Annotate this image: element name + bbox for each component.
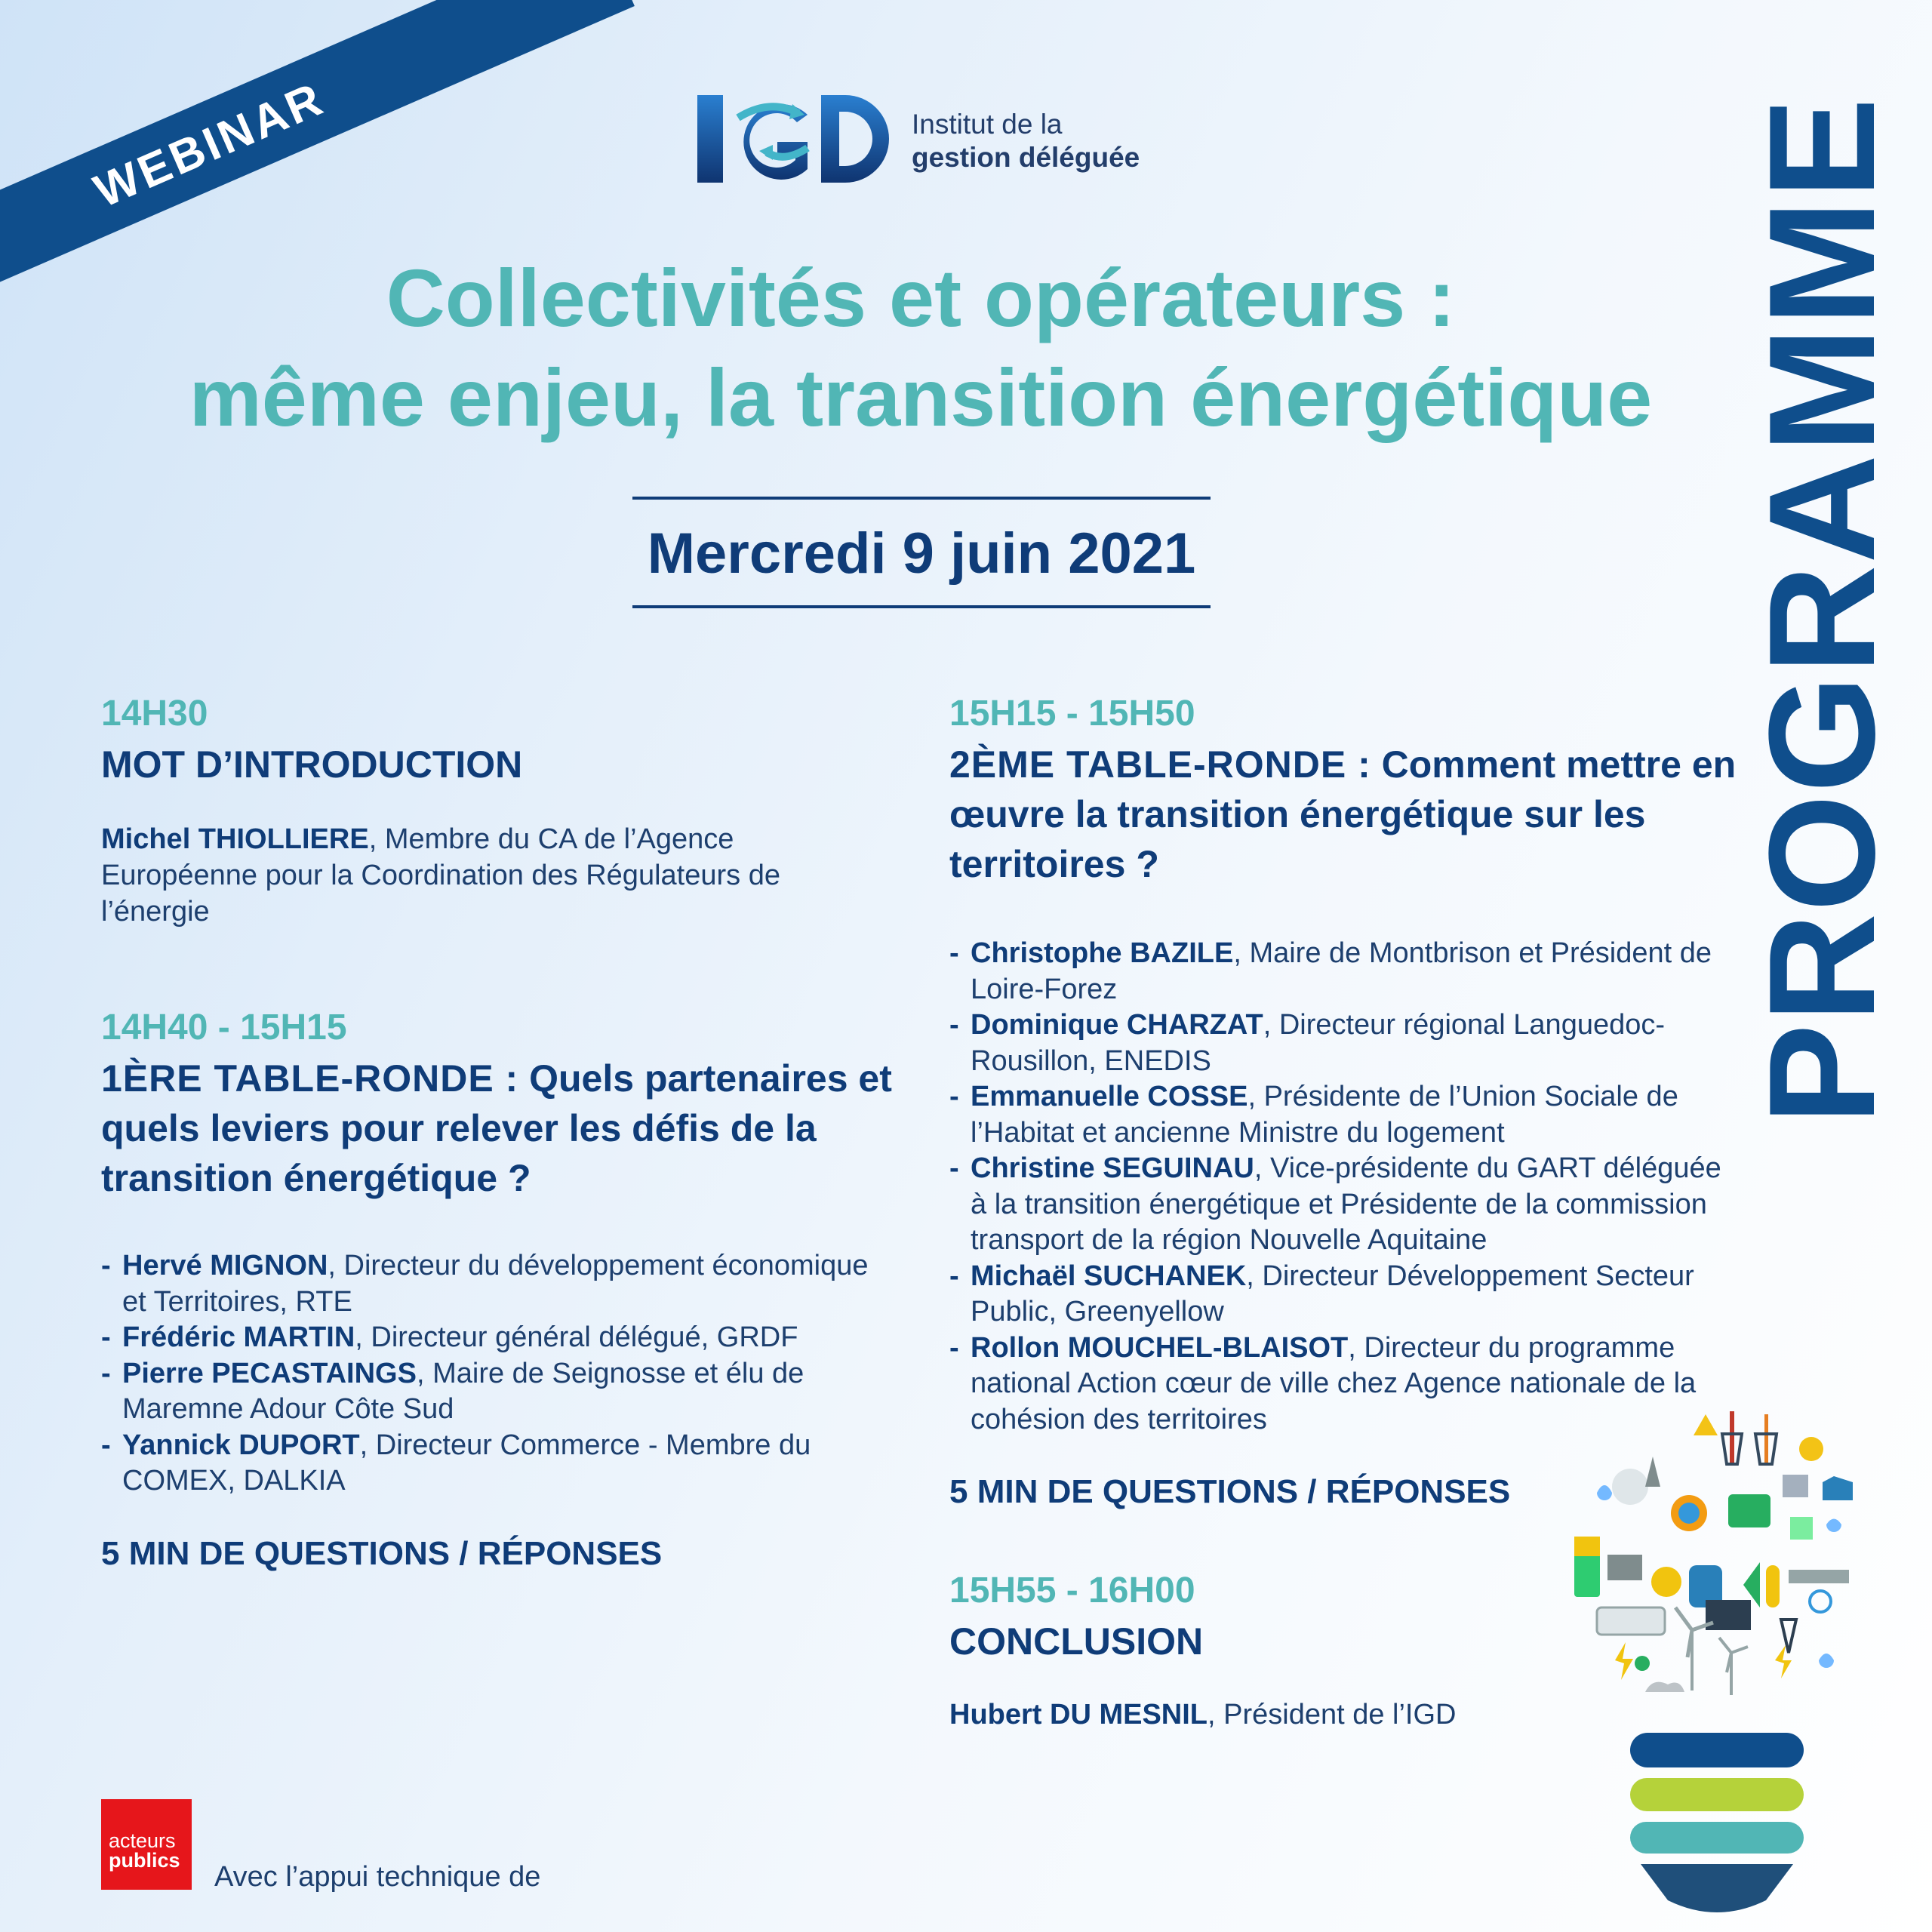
intro-speaker-role: , Membre du CA de l’Agence Européenne pour la Coordination des Régulateurs de l’énergie [101, 823, 780, 928]
table2-heading-label: 2ÈME TABLE-RONDE : [949, 743, 1371, 786]
conclusion-heading: CONCLUSION [949, 1620, 1204, 1663]
table1-heading-text: Quels partenaires et quels leviers pour relever les défis de la transition énergétique ? [101, 1057, 892, 1199]
corn-icon [1766, 1565, 1780, 1607]
energy-lightbulb-illustration [1562, 1404, 1879, 1924]
drill-tower-icon [1764, 1414, 1768, 1464]
conclusion-speaker-role: , Président de l’IGD [1208, 1699, 1457, 1730]
power-tower-icon [1781, 1620, 1796, 1653]
table2-heading-text: Comment mettre en œuvre la transition énergétique sur les territoires ? [949, 743, 1737, 885]
intro-speaker-name: Michel THIOLLIERE [101, 823, 369, 855]
power-plant-icon [1607, 1555, 1642, 1580]
event-date: Mercredi 9 juin 2021 [647, 521, 1196, 586]
table1-qa: 5 MIN DE QUESTIONS / RÉPONSES [101, 1535, 663, 1572]
air-conditioner-icon [1597, 1607, 1665, 1635]
igd-logo-mark [694, 85, 898, 190]
table1-heading [101, 1054, 901, 1203]
warning-icon [1694, 1414, 1718, 1435]
cfl-bulb-icon [1612, 1469, 1648, 1505]
logo-line-2: gestion déléguée [912, 142, 1140, 173]
lightning-icon [1615, 1642, 1633, 1680]
factory-icon [1823, 1476, 1853, 1500]
conclusion-speaker-name: Hubert DU MESNIL [949, 1699, 1208, 1730]
table2-qa: 5 MIN DE QUESTIONS / RÉPONSES [949, 1473, 1511, 1510]
table1-speaker-list [101, 1248, 886, 1500]
list-item: - Emmanuelle COSSE, Présidente de l’Union Sociale de l’Habitat et ancienne Ministre du logement [949, 1079, 1734, 1151]
pylon-icon [1645, 1457, 1660, 1487]
table1-heading-label: 1ÈRE TABLE-RONDE : [101, 1057, 519, 1100]
oil-rig-icon [1730, 1411, 1734, 1464]
leaf-icon [1635, 1656, 1650, 1671]
bulb-band-teal [1630, 1822, 1804, 1854]
list-item: - Rollon MOUCHEL-BLAISOT, Directeur du programme national Action cœur de ville chez Agence nationale de la cohésion des territoires [949, 1331, 1734, 1438]
intro-time: 14H30 [101, 694, 208, 734]
intro-heading: MOT D’INTRODUCTION [101, 743, 523, 786]
intro-speaker [101, 821, 856, 930]
energy-icons-cluster [1574, 1411, 1853, 1695]
igd-logo [694, 85, 1162, 190]
list-item: - Pierre PECASTAINGS, Maire de Seignosse et élu de Maremne Adour Côte Sud [101, 1356, 886, 1428]
list-item: - Hervé MIGNON, Directeur du développement économique et Territoires, RTE [101, 1248, 886, 1320]
solar-panel-icon [1706, 1600, 1751, 1630]
conclusion-time: 15H55 - 16H00 [949, 1571, 1195, 1611]
list-item: - Christine SEGUINAU, Vice-présidente du GART déléguée à la transition énergétique et Présidente de la commission transport de la région Nouvelle Aquitaine [949, 1151, 1734, 1259]
title-line-1: Collectivités et opérateurs : [386, 252, 1456, 343]
water-drop-icon [1597, 1485, 1612, 1500]
webinar-label: WEBINAR [87, 72, 332, 218]
table2-speaker-list [949, 936, 1734, 1438]
pipe-valve-icon [1789, 1570, 1849, 1583]
date-rule-top [632, 497, 1211, 500]
conclusion-speaker [949, 1697, 1629, 1733]
sun-icon [1799, 1437, 1823, 1461]
trash-icon [1783, 1475, 1808, 1497]
technical-support-text: Avec l’appui technique de [214, 1861, 541, 1893]
list-item: - Christophe BAZILE, Maire de Montbrison et Président de Loire-Forez [949, 936, 1734, 1008]
date-rule-bottom [632, 605, 1211, 608]
table2-time: 15H15 - 15H50 [949, 694, 1195, 734]
bulb-base [1641, 1864, 1793, 1912]
table2-heading [949, 740, 1749, 889]
jar-icon [1790, 1517, 1813, 1540]
list-item: - Dominique CHARZAT, Directeur régional Languedoc-Rousillon, ENEDIS [949, 1008, 1734, 1079]
cloud-icon [1645, 1682, 1684, 1692]
list-item: - Michaël SUCHANEK, Directeur Développement Secteur Public, Greenyellow [949, 1259, 1734, 1331]
programme-vertical-label: PROGRAMME [1738, 96, 1906, 1124]
list-item: - Yannick DUPORT, Directeur Commerce - Membre du COMEX, DALKIA [101, 1428, 886, 1500]
table1-time: 14H40 - 15H15 [101, 1008, 347, 1048]
radioactive-icon [1651, 1567, 1681, 1597]
atom-icon [1810, 1591, 1831, 1612]
list-item: - Frédéric MARTIN, Directeur général délégué, GRDF [101, 1320, 886, 1356]
logo-line-1: Institut de la [912, 109, 1063, 140]
acteurs-publics-logo: acteurs publics [101, 1799, 192, 1890]
bulb-band-green [1630, 1778, 1804, 1811]
bulb-band-navy [1630, 1733, 1804, 1767]
recycle-icon [1728, 1494, 1770, 1527]
title-line-2: même enjeu, la transition énergétique [189, 352, 1653, 443]
